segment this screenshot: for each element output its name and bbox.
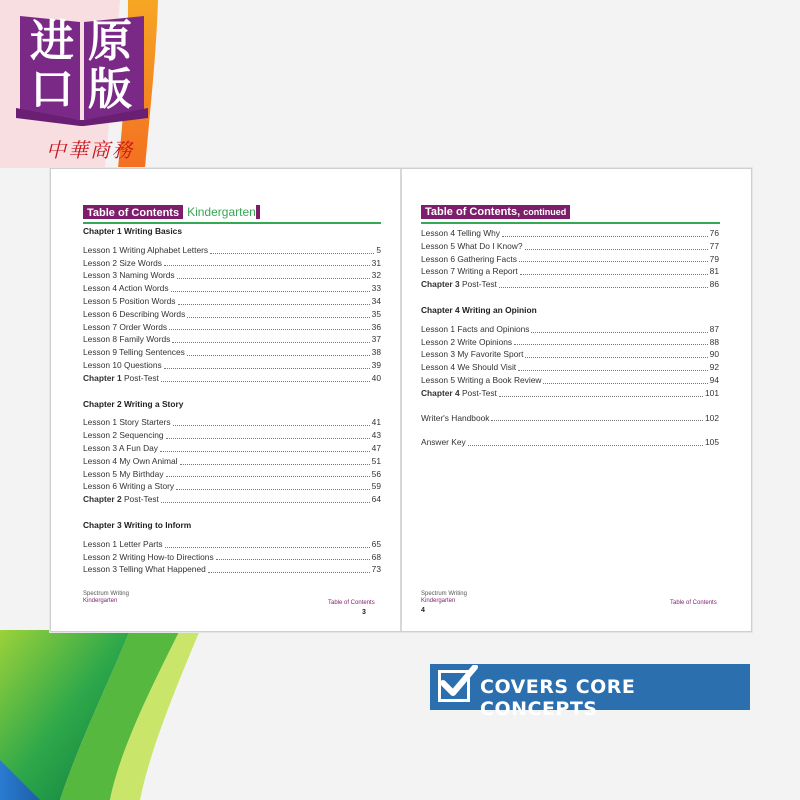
toc-entry-page: 76 <box>709 228 719 238</box>
toc-entry-page: 32 <box>371 270 381 281</box>
toc-title-text: Table of Contents <box>87 207 180 219</box>
chapter-heading: Chapter 3 Writing to Inform <box>83 519 192 530</box>
toc-entry <box>421 265 719 278</box>
toc-entry-page: 38 <box>371 347 381 358</box>
dot-leader <box>520 274 708 275</box>
toc-entry-page: 37 <box>371 334 381 345</box>
toc-entry-text: Post-Test <box>459 387 497 398</box>
toc-entry-label <box>421 361 516 374</box>
toc-entry-chapter: Chapter 2 <box>83 494 122 505</box>
toc-entry-page: 33 <box>371 283 381 294</box>
badge-char-jin: 进 <box>30 16 74 67</box>
toc-entry <box>421 253 719 266</box>
toc-entry <box>83 442 381 455</box>
toc-entry-label <box>421 387 497 400</box>
toc-entry-label <box>83 563 206 576</box>
toc-entry-label <box>421 253 517 266</box>
toc-entry <box>83 308 381 321</box>
toc-entry-label <box>83 455 178 468</box>
toc-entry-page: 86 <box>709 279 719 290</box>
dot-leader <box>210 253 374 254</box>
right-page <box>402 169 751 631</box>
toc-entry-label <box>421 374 541 387</box>
toc-entry <box>83 359 381 372</box>
left-page-number: 3 <box>362 609 366 616</box>
toc-grade-label: Kindergarten <box>183 205 256 219</box>
toc-entry-label <box>83 244 208 257</box>
publisher-logo-text: 中華商務 <box>46 138 134 162</box>
toc-entry-label <box>421 265 518 278</box>
toc-entry-page: 59 <box>371 481 381 492</box>
covers-core-concepts-banner <box>430 664 750 720</box>
left-footer-section: Table of Contents <box>328 600 375 606</box>
toc-entry-text: Lesson 6 Writing a Story <box>83 481 175 492</box>
toc-entry <box>83 563 381 576</box>
section-gap <box>83 385 381 398</box>
toc-entry-text: Lesson 3 Naming Words <box>83 270 175 281</box>
toc-entry-page: 64 <box>371 494 381 505</box>
toc-entry <box>421 412 719 425</box>
dot-leader <box>164 368 370 369</box>
toc-entry-page: 36 <box>371 321 381 332</box>
toc-entry-text: Lesson 5 Position Words <box>83 295 176 306</box>
dot-leader <box>531 332 707 333</box>
dot-leader <box>172 342 369 343</box>
toc-entry-text: Lesson 2 Sequencing <box>83 430 164 441</box>
dot-leader <box>491 420 703 421</box>
toc-entry <box>83 429 381 442</box>
toc-entry <box>421 323 719 336</box>
title-rule <box>83 222 381 224</box>
toc-entry <box>421 361 719 374</box>
toc-entry-label <box>83 333 170 346</box>
toc-entry <box>421 374 719 387</box>
toc-entry-page: 39 <box>371 359 381 370</box>
toc-entry-text: Lesson 5 What Do I Know? <box>421 240 523 251</box>
title-rule <box>421 222 720 224</box>
section-gap <box>83 506 381 519</box>
badge-char-yuan: 原 <box>88 16 132 67</box>
dot-leader <box>166 438 370 439</box>
toc-entry-label <box>421 240 523 253</box>
toc-entry-page: 5 <box>376 244 381 255</box>
footer-series: Spectrum Writing <box>421 591 467 597</box>
toc-entry-label <box>83 346 185 359</box>
toc-entry-text: Post-Test <box>459 279 497 290</box>
toc-entry <box>83 244 381 257</box>
toc-entry-label <box>83 359 162 372</box>
dot-leader <box>160 451 370 452</box>
toc-entry-text: Lesson 1 Story Starters <box>83 417 171 428</box>
dot-leader <box>171 291 370 292</box>
chapter-heading: Chapter 4 Writing an Opinion <box>421 304 537 315</box>
left-footer <box>83 591 129 605</box>
toc-entry-label <box>83 442 158 455</box>
toc-entry-text: Lesson 2 Size Words <box>83 257 162 268</box>
toc-entry-label <box>83 282 169 295</box>
toc-entry <box>83 416 381 429</box>
toc-entry-label <box>83 551 214 564</box>
dot-leader <box>164 265 370 266</box>
toc-entry-text: Lesson 10 Questions <box>83 359 162 370</box>
footer-series: Spectrum Writing <box>83 591 129 597</box>
toc-entry-label <box>421 278 497 291</box>
left-toc-title <box>83 205 260 219</box>
toc-entry-label <box>421 412 489 425</box>
checkbox-check-icon <box>438 670 470 702</box>
toc-entry-text: Lesson 6 Describing Words <box>83 308 186 319</box>
toc-entry-label <box>421 227 500 240</box>
toc-entry-page: 87 <box>709 323 719 334</box>
toc-entry-label <box>83 372 159 385</box>
toc-entry-label <box>83 480 174 493</box>
toc-entry-page: 47 <box>371 442 381 453</box>
toc-entry <box>83 455 381 468</box>
toc-entry-text: Lesson 4 Telling Why <box>421 228 500 238</box>
dot-leader <box>173 425 370 426</box>
toc-entry-label <box>83 468 164 481</box>
toc-entry-page: 35 <box>371 308 381 319</box>
left-page <box>51 169 400 631</box>
right-footer <box>421 591 467 605</box>
dot-leader <box>176 489 370 490</box>
toc-entry <box>83 551 381 564</box>
toc-entry <box>83 480 381 493</box>
toc-entry-text: Lesson 4 We Should Visit <box>421 362 517 373</box>
dot-leader <box>161 502 370 503</box>
toc-entry-page: 68 <box>371 551 381 562</box>
toc-entry-label <box>421 436 466 449</box>
toc-entry-text: Writer's Handbook <box>421 412 490 423</box>
toc-entry-text: Lesson 7 Order Words <box>83 321 168 332</box>
toc-entry-label <box>83 308 185 321</box>
dot-leader <box>502 236 708 237</box>
toc-entry <box>83 321 381 334</box>
dot-leader <box>525 249 708 250</box>
toc-entry-chapter: Chapter 4 <box>421 387 460 398</box>
dot-leader <box>187 355 370 356</box>
toc-entry-label <box>421 323 529 336</box>
dot-leader <box>177 278 370 279</box>
badge-char-kou: 口 <box>30 64 74 115</box>
toc-entry-text: Lesson 5 Writing a Book Review <box>421 374 542 385</box>
toc-entry <box>421 227 719 240</box>
dot-leader <box>525 357 707 358</box>
right-toc-title <box>421 205 570 219</box>
toc-entry <box>83 269 381 282</box>
toc-entry <box>83 346 381 359</box>
import-original-badge <box>16 8 148 126</box>
toc-entry-page: 41 <box>371 417 381 428</box>
toc-entry-text: Lesson 1 Letter Parts <box>83 538 163 549</box>
dot-leader <box>499 287 708 288</box>
toc-entry-text: Lesson 7 Writing a Report <box>421 266 518 277</box>
toc-entry <box>83 295 381 308</box>
dot-leader <box>543 383 707 384</box>
banner-text: COVERS CORE CONCEPTS <box>480 676 636 720</box>
badge-char-ban: 版 <box>88 64 132 115</box>
left-toc-list <box>83 225 381 576</box>
right-footer-section: Table of Contents <box>670 600 717 606</box>
toc-entry-page: 73 <box>371 564 381 575</box>
toc-entry-page: 43 <box>371 430 381 441</box>
dot-leader <box>514 344 708 345</box>
toc-entry <box>83 333 381 346</box>
dot-leader <box>519 261 708 262</box>
right-page-number: 4 <box>421 607 425 614</box>
toc-entry-label <box>83 295 176 308</box>
toc-entry-text: Lesson 5 My Birthday <box>83 468 164 479</box>
toc-entry-page: 105 <box>705 437 719 448</box>
toc-entry-page: 79 <box>709 253 719 264</box>
toc-entry <box>83 372 381 385</box>
toc-entry-label <box>83 321 167 334</box>
toc-entry-page: 90 <box>709 349 719 360</box>
toc-entry-label <box>83 416 171 429</box>
toc-entry <box>421 278 719 291</box>
toc-entry-text: Lesson 2 Write Opinions <box>421 336 513 347</box>
toc-entry <box>83 493 381 506</box>
toc-entry-text: Lesson 9 Telling Sentences <box>83 347 185 358</box>
toc-entry-text: Lesson 2 Writing How-to Directions <box>83 551 214 562</box>
toc-entry <box>83 282 381 295</box>
toc-entry-page: 101 <box>705 387 719 398</box>
toc-entry-label <box>83 429 164 442</box>
dot-leader <box>180 464 370 465</box>
toc-entry-page: 40 <box>371 372 381 383</box>
toc-entry-page: 56 <box>371 468 381 479</box>
toc-entry-text: Lesson 3 A Fun Day <box>83 442 158 453</box>
toc-entry <box>421 436 719 449</box>
toc-entry-text: Lesson 1 Facts and Opinions <box>421 323 530 334</box>
section-gap <box>421 424 719 436</box>
dot-leader <box>499 396 703 397</box>
toc-entry-page: 77 <box>709 240 719 251</box>
toc-entry <box>83 468 381 481</box>
toc-entry-page: 51 <box>371 455 381 466</box>
toc-entry-text: Lesson 3 Telling What Happened <box>83 564 206 575</box>
toc-entry-label <box>83 269 175 282</box>
dot-leader <box>216 559 370 560</box>
toc-entry-text: Post-Test <box>121 372 159 383</box>
dot-leader <box>161 381 370 382</box>
toc-entry <box>421 336 719 349</box>
toc-entry-page: 88 <box>709 336 719 347</box>
toc-entry <box>83 538 381 551</box>
toc-continued-label: continued <box>523 207 567 217</box>
toc-entry-label <box>83 538 163 551</box>
toc-entry <box>83 257 381 270</box>
toc-entry-text: Lesson 8 Family Words <box>83 334 171 345</box>
dot-leader <box>208 572 370 573</box>
toc-entry-page: 34 <box>371 295 381 306</box>
toc-entry-text: Lesson 4 My Own Animal <box>83 455 178 466</box>
toc-entry-text: Post-Test <box>121 494 159 505</box>
toc-entry-label <box>83 493 159 506</box>
dot-leader <box>178 304 370 305</box>
section-gap <box>421 400 719 412</box>
toc-entry-page: 92 <box>709 362 719 373</box>
dot-leader <box>166 476 370 477</box>
toc-entry-label <box>421 336 512 349</box>
book-spread <box>50 168 752 632</box>
chapter-heading: Chapter 1 Writing Basics <box>83 226 182 236</box>
toc-entry-chapter: Chapter 1 <box>83 372 122 383</box>
footer-grade: Kindergarten <box>83 598 118 604</box>
toc-entry-page: 31 <box>371 257 381 268</box>
dot-leader <box>169 329 370 330</box>
toc-entry-label <box>83 257 162 270</box>
dot-leader <box>518 370 708 371</box>
toc-entry-page: 65 <box>371 538 381 549</box>
dot-leader <box>187 317 369 318</box>
toc-entry-text: Lesson 4 Action Words <box>83 283 169 294</box>
toc-entry <box>421 387 719 400</box>
toc-entry-chapter: Chapter 3 <box>421 279 460 290</box>
toc-entry-page: 94 <box>709 374 719 385</box>
toc-entry-page: 81 <box>709 266 719 277</box>
toc-title-text: Table of Contents, <box>425 206 521 218</box>
toc-entry <box>421 348 719 361</box>
right-toc-list <box>421 227 719 449</box>
chapter-heading: Chapter 2 Writing a Story <box>83 398 184 409</box>
toc-entry <box>421 240 719 253</box>
toc-entry-page: 102 <box>705 412 719 423</box>
toc-entry-text: Lesson 1 Writing Alphabet Letters <box>83 244 209 255</box>
toc-entry-text: Lesson 6 Gathering Facts <box>421 253 517 264</box>
toc-entry-text: Answer Key <box>421 437 466 448</box>
toc-entry-text: Lesson 3 My Favorite Sport <box>421 349 524 360</box>
dot-leader <box>165 547 370 548</box>
section-gap <box>421 291 719 304</box>
dot-leader <box>468 445 703 446</box>
footer-grade: Kindergarten <box>421 598 456 604</box>
toc-entry-label <box>421 348 523 361</box>
